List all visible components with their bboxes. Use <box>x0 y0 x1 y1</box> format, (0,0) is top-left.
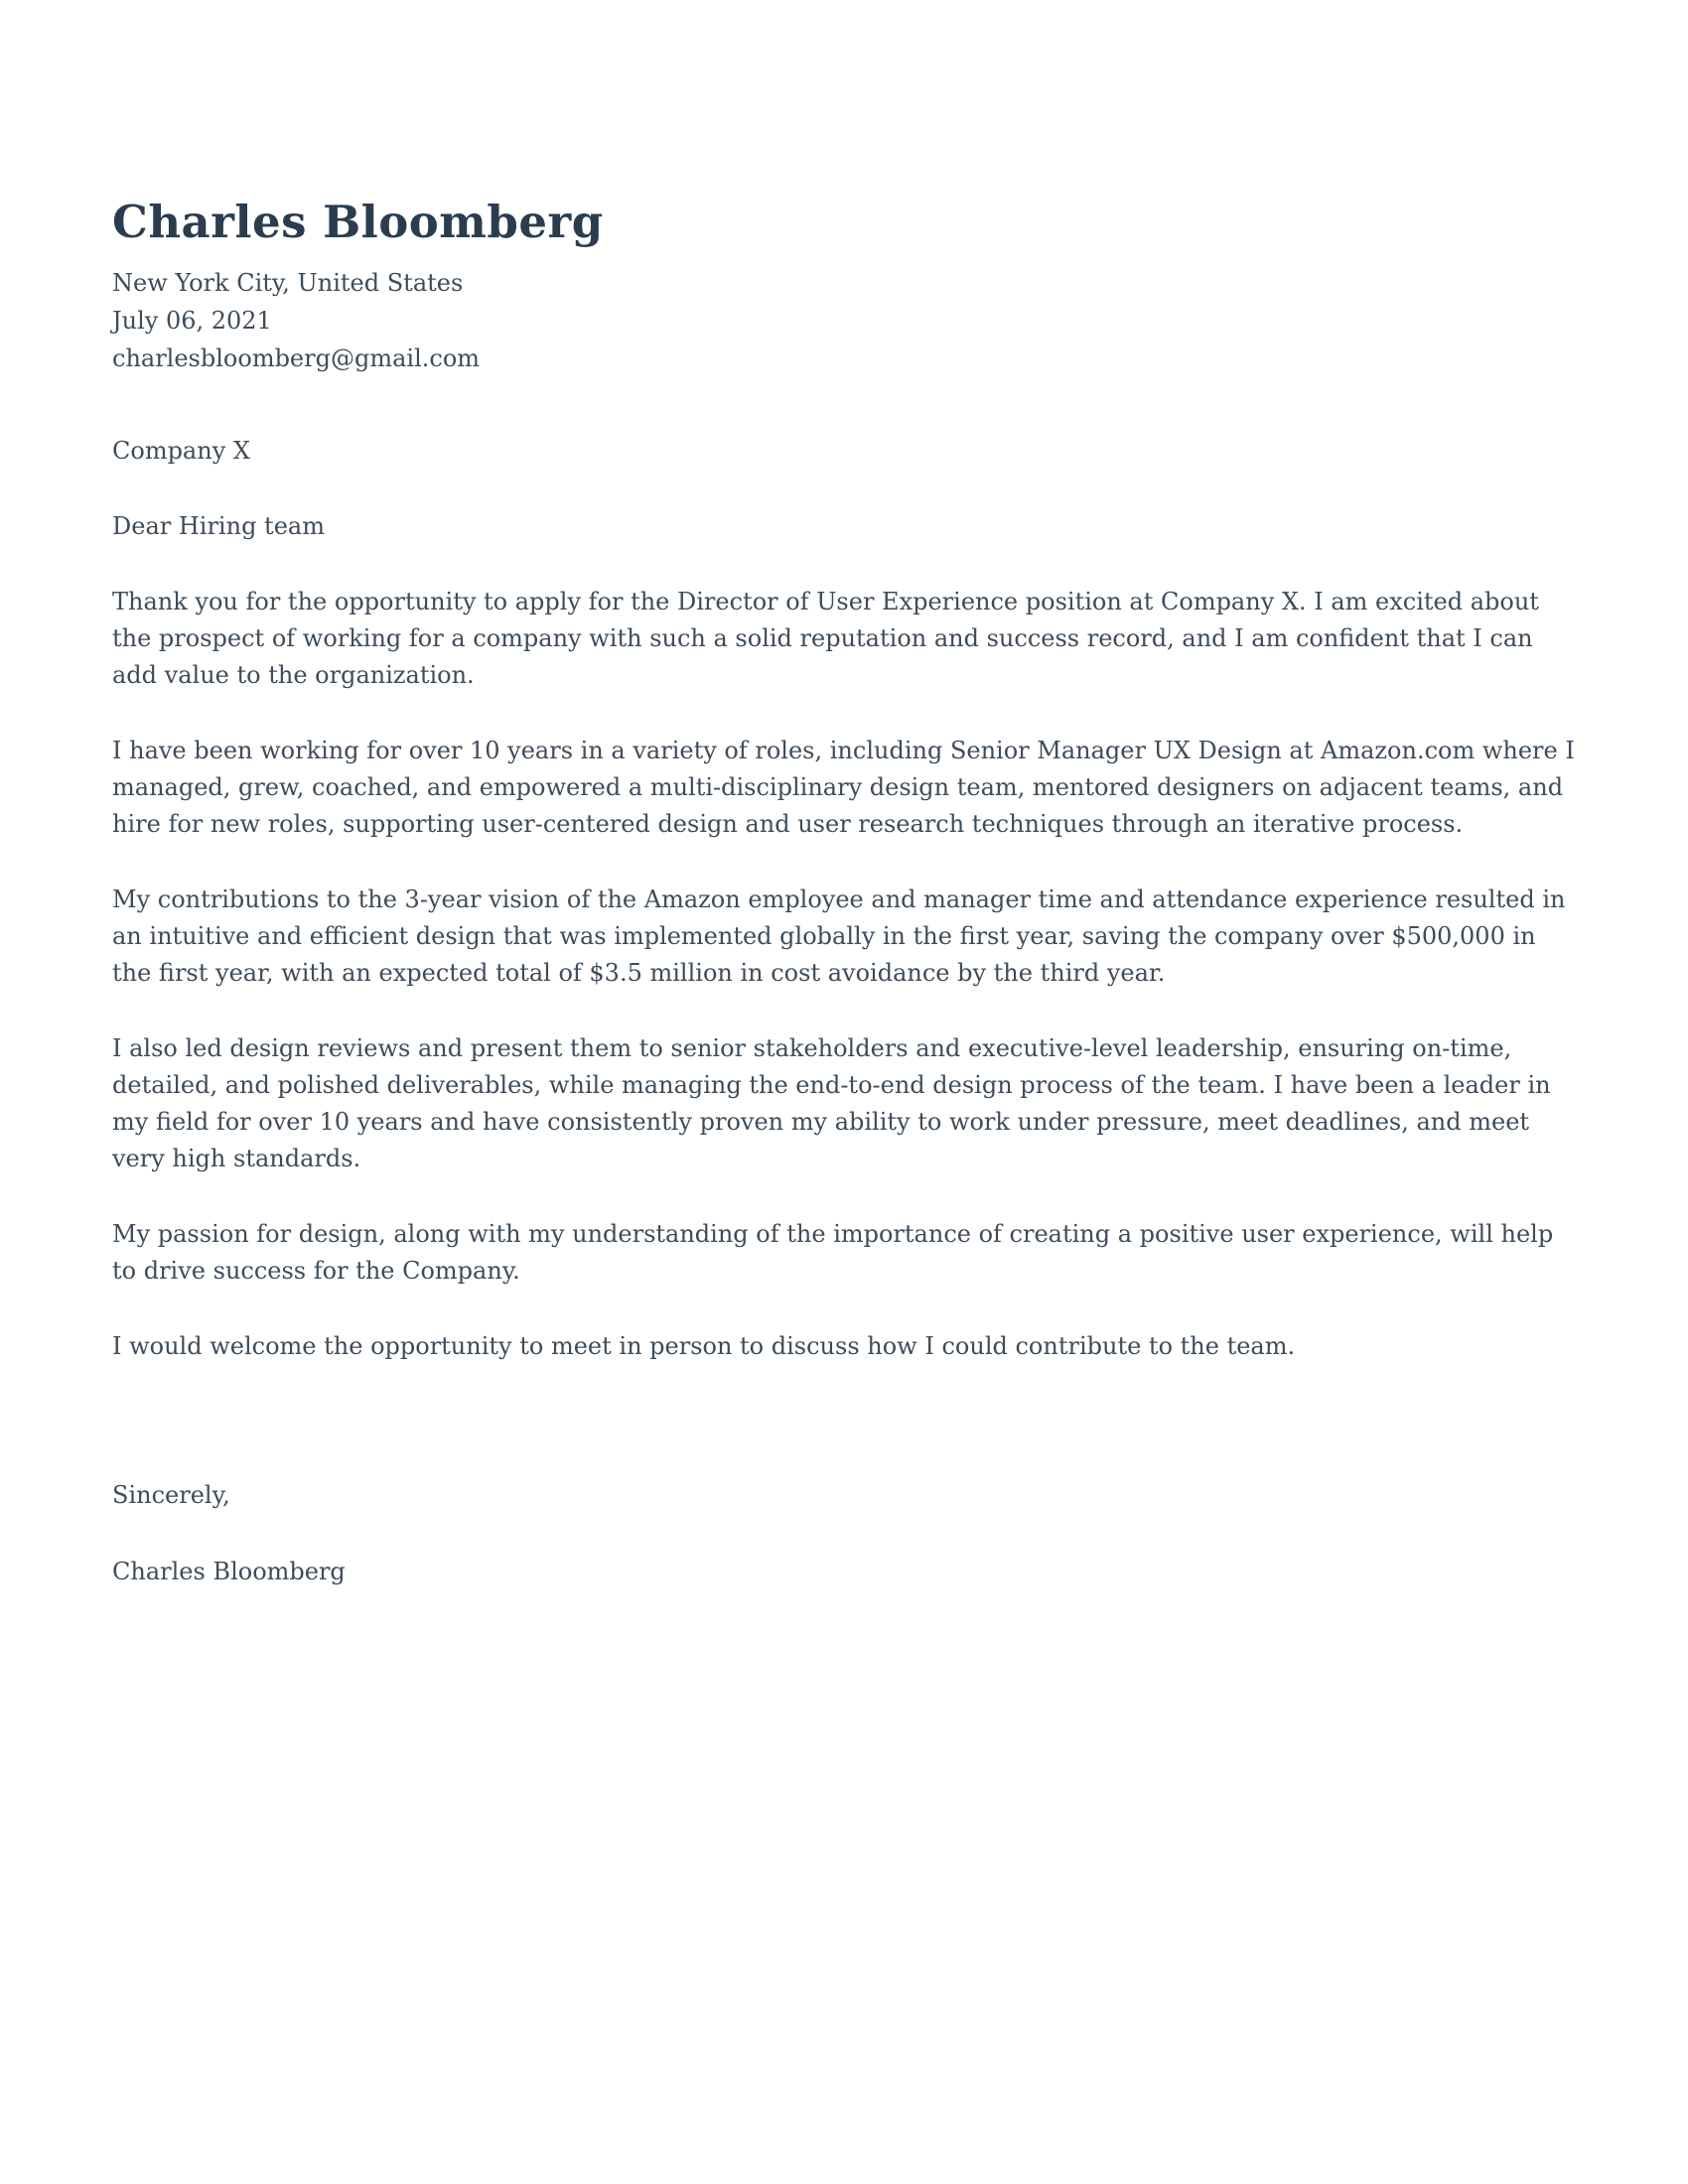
signature-name: Charles Bloomberg <box>112 1558 346 1585</box>
body-paragraph-6: I would welcome the opportunity to meet in person to discuss how I could contribute to the team. <box>112 1332 1296 1360</box>
sender-email: charlesbloomberg@gmail.com <box>112 344 481 372</box>
body-paragraph-5: My passion for design, along with my understanding of the importance of creating a positive user experience, will help to drive success for the Company. <box>112 1220 1554 1285</box>
letter-header <box>112 197 1577 377</box>
sender-location: New York City, United States <box>112 269 464 297</box>
salutation: Dear Hiring team <box>112 512 325 540</box>
body-paragraph-1: Thank you for the opportunity to apply for the Director of User Experience position at Company X. I am excited about the prospect of working for a company with such a solid reputation and success record, and I am confident that I can add value to the organization. <box>112 588 1539 689</box>
body-paragraph-3: My contributions to the 3-year vision of the Amazon employee and manager time and attendance experience resulted in an intuitive and efficient design that was implemented globally in the first year, saving the company over $500,000 in the first year, with an expected total of $3.5 million in cost avoidance by the third year. <box>112 886 1566 987</box>
closing-phrase: Sincerely, <box>112 1481 230 1509</box>
sender-name: Charles Bloomberg <box>112 196 604 248</box>
letter-date: July 06, 2021 <box>112 307 272 335</box>
body-paragraph-2: I have been working for over 10 years in a variety of roles, including Senior Manager UX Design at Amazon.com where I managed, grew, coached, and empowered a multi-disciplinary design team, mentored designers on adjacent teams, and hire for new roles, supporting user-centered design and user research techniques through an iterative process. <box>112 737 1575 838</box>
sender-contact-block <box>112 264 1577 377</box>
body-paragraph-4: I also led design reviews and present them to senior stakeholders and executive-level leadership, ensuring on-time, detailed, and polished deliverables, while managing the end-to-end design process of the team. I have been a leader in my field for over 10 years and have consistently proven my ability to work under pressure, meet deadlines, and meet very high standards. <box>112 1034 1551 1172</box>
recipient-name: Company X <box>112 437 250 465</box>
